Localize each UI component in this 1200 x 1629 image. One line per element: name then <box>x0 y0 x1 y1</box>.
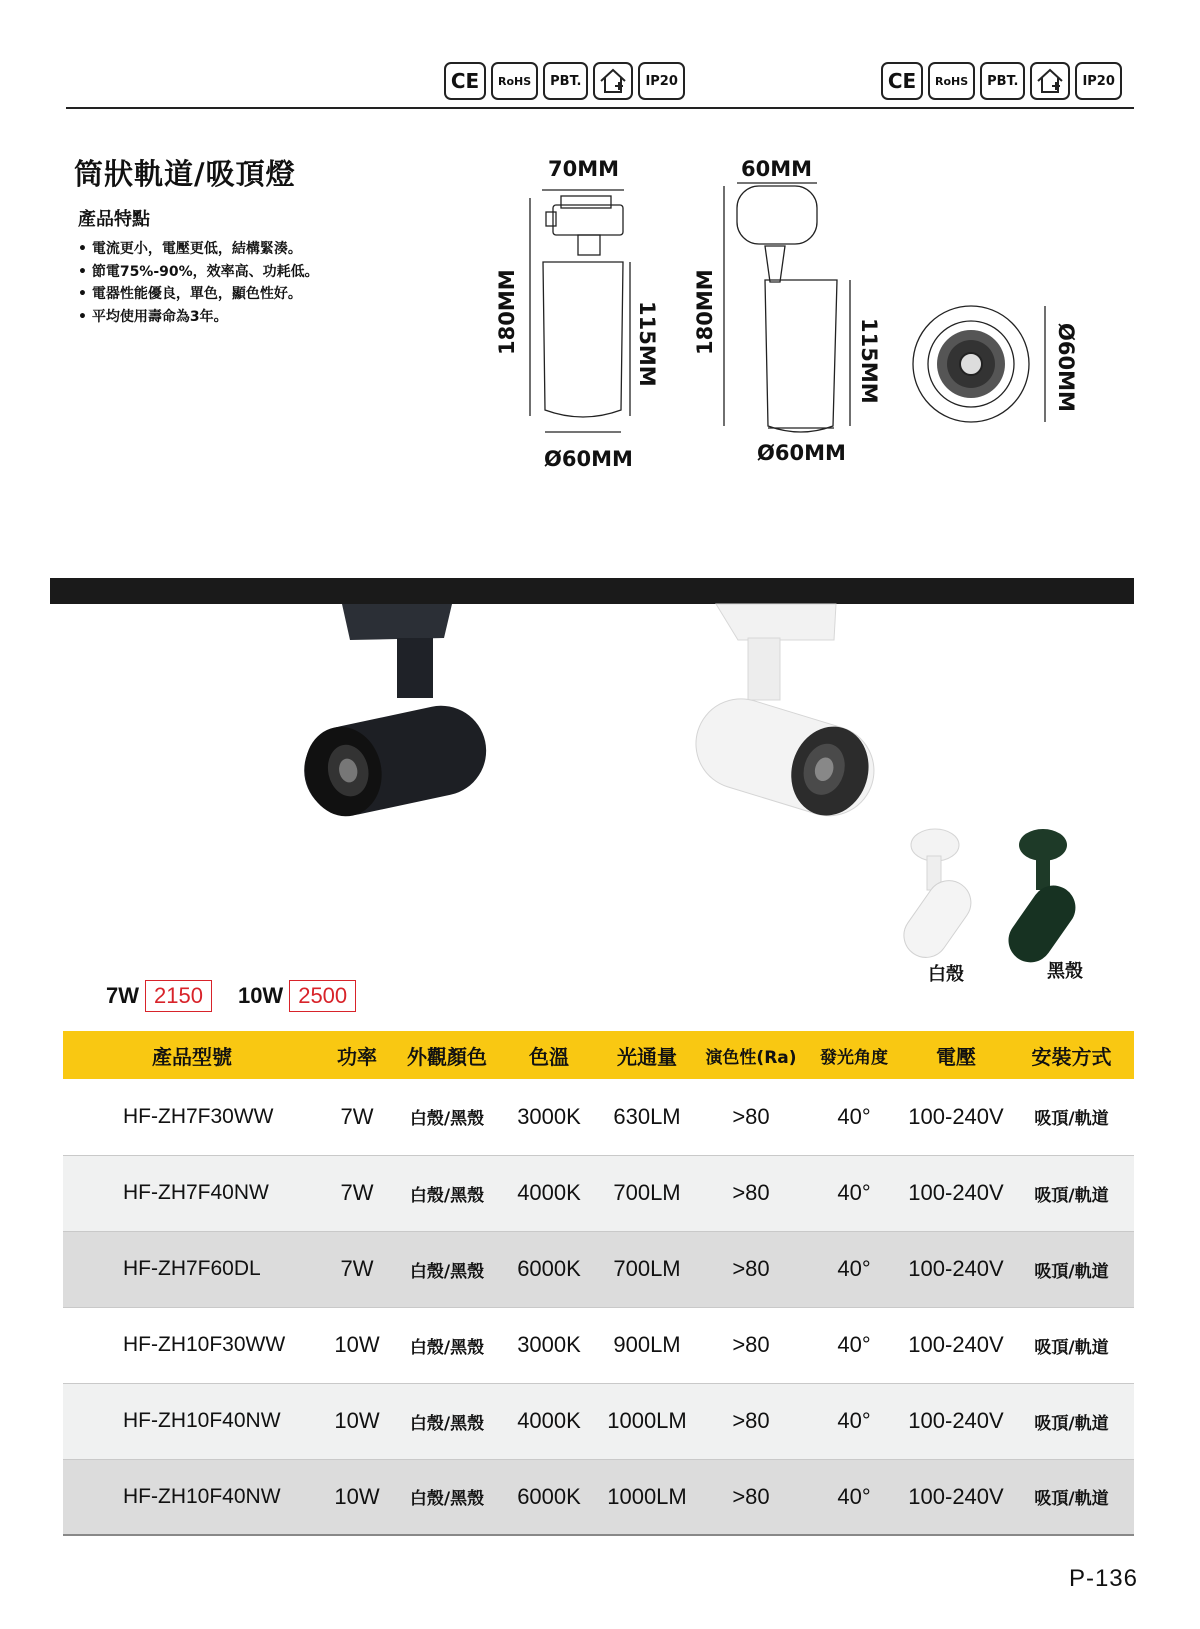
track-rail <box>50 578 1134 604</box>
cell-beam-angle: 40° <box>805 1155 903 1231</box>
cell-voltage: 100-240V <box>903 1459 1009 1535</box>
ce-mark: CE <box>444 62 486 100</box>
cell-cct: 3000K <box>501 1079 597 1155</box>
col-cri: 演色性(Ra) <box>697 1031 805 1079</box>
col-power: 功率 <box>321 1031 393 1079</box>
cell-cri: >80 <box>697 1383 805 1459</box>
wattage-label: 10W <box>237 983 284 1008</box>
cell-cri: >80 <box>697 1307 805 1383</box>
pbt-mark: PBT. <box>980 62 1025 100</box>
feature-item: • 節電75%-90%，效率高、功耗低。 <box>78 261 319 284</box>
indoor-use-icon <box>593 62 633 100</box>
cell-beam-angle: 40° <box>805 1383 903 1459</box>
table-header-row <box>63 1031 1134 1079</box>
cell-model: HF-ZH7F40NW <box>63 1155 321 1231</box>
cell-model: HF-ZH10F40NW <box>63 1383 321 1459</box>
dim-ceiling-width: 60MM <box>741 157 813 181</box>
dim-track-height: 180MM <box>495 269 519 355</box>
feature-item: • 平均使用壽命為3年。 <box>78 306 319 329</box>
table-row <box>63 1155 1134 1231</box>
cell-lumen: 700LM <box>597 1155 697 1231</box>
dim-ceiling-body: 115MM <box>857 318 881 404</box>
reflector-honeycomb <box>937 330 1005 398</box>
cell-model: HF-ZH7F30WW <box>63 1079 321 1155</box>
black-track-light <box>296 604 495 824</box>
track-neck <box>578 235 600 255</box>
ip20-mark: IP20 <box>1075 62 1121 100</box>
cell-install: 吸頂/軌道 <box>1009 1383 1134 1459</box>
cell-power: 7W <box>321 1231 393 1307</box>
wattage-value-box: 2500 <box>289 980 356 1012</box>
cell-color: 白殼/黑殼 <box>393 1307 501 1383</box>
cell-power: 7W <box>321 1155 393 1231</box>
product-photo <box>0 575 1200 985</box>
cert-badges-left <box>444 62 685 100</box>
cell-cri: >80 <box>697 1459 805 1535</box>
rohs-mark: RoHS <box>491 62 538 100</box>
product-title: 筒狀軌道/吸頂燈 <box>74 157 296 191</box>
col-cct: 色溫 <box>501 1031 597 1079</box>
feature-item: • 電器性能優良，單色，顯色性好。 <box>78 283 319 306</box>
track-adapter-clip <box>546 212 556 226</box>
cell-install: 吸頂/軌道 <box>1009 1079 1134 1155</box>
cell-beam-angle: 40° <box>805 1231 903 1307</box>
cell-install: 吸頂/軌道 <box>1009 1307 1134 1383</box>
cell-color: 白殼/黑殼 <box>393 1231 501 1307</box>
cell-voltage: 100-240V <box>903 1155 1009 1231</box>
dim-ceiling-diameter: Ø60MM <box>757 441 846 465</box>
cell-power: 10W <box>321 1383 393 1459</box>
header-rule <box>66 107 1134 109</box>
table-row <box>63 1307 1134 1383</box>
white-track-light <box>685 604 885 827</box>
cell-color: 白殼/黑殼 <box>393 1155 501 1231</box>
cell-beam-angle: 40° <box>805 1307 903 1383</box>
cell-power: 10W <box>321 1459 393 1535</box>
cell-color: 白殼/黑殼 <box>393 1079 501 1155</box>
cell-cct: 4000K <box>501 1155 597 1231</box>
cell-install: 吸頂/軌道 <box>1009 1459 1134 1535</box>
table-row <box>63 1459 1134 1535</box>
features-heading: 產品特點 <box>78 209 150 230</box>
led-chip <box>960 353 982 375</box>
cell-cct: 4000K <box>501 1383 597 1459</box>
ip20-mark: IP20 <box>638 62 684 100</box>
cell-cri: >80 <box>697 1079 805 1155</box>
track-adapter-outline <box>553 205 623 235</box>
page-number: P-136 <box>1068 1565 1138 1592</box>
table-row <box>63 1383 1134 1459</box>
track-adapter-top <box>561 196 611 208</box>
track-body-outline <box>543 262 623 417</box>
cert-badges-right <box>881 62 1122 100</box>
white-shell-label: 白殼 <box>928 964 964 985</box>
cell-model: HF-ZH10F30WW <box>63 1307 321 1383</box>
cell-cri: >80 <box>697 1231 805 1307</box>
cell-cct: 6000K <box>501 1459 597 1535</box>
dim-front-diameter: Ø60MM <box>1054 323 1078 412</box>
cell-voltage: 100-240V <box>903 1383 1009 1459</box>
cell-cri: >80 <box>697 1155 805 1231</box>
dim-track-width: 70MM <box>548 157 620 181</box>
cell-model: HF-ZH7F60DL <box>63 1231 321 1307</box>
cell-voltage: 100-240V <box>903 1307 1009 1383</box>
cell-voltage: 100-240V <box>903 1231 1009 1307</box>
dim-track-body: 115MM <box>635 301 659 387</box>
cell-cct: 3000K <box>501 1307 597 1383</box>
pbt-mark: PBT. <box>543 62 588 100</box>
col-voltage: 電壓 <box>903 1031 1009 1079</box>
cell-lumen: 900LM <box>597 1307 697 1383</box>
wattage-value-box: 2150 <box>145 980 212 1012</box>
cell-install: 吸頂/軌道 <box>1009 1231 1134 1307</box>
feature-item: • 電流更小，電壓更低，結構緊湊。 <box>78 238 319 261</box>
rohs-mark: RoHS <box>928 62 975 100</box>
cell-beam-angle: 40° <box>805 1079 903 1155</box>
cell-lumen: 630LM <box>597 1079 697 1155</box>
cell-lumen: 1000LM <box>597 1383 697 1459</box>
ce-mark: CE <box>881 62 923 100</box>
black-shell-label: 黑殼 <box>1047 961 1083 982</box>
cell-voltage: 100-240V <box>903 1079 1009 1155</box>
cell-install: 吸頂/軌道 <box>1009 1155 1134 1231</box>
cell-model: HF-ZH10F40NW <box>63 1459 321 1535</box>
cell-beam-angle: 40° <box>805 1459 903 1535</box>
cell-color: 白殼/黑殼 <box>393 1459 501 1535</box>
cell-lumen: 700LM <box>597 1231 697 1307</box>
cell-lumen: 1000LM <box>597 1459 697 1535</box>
table-row <box>63 1231 1134 1307</box>
col-lumen: 光通量 <box>597 1031 697 1079</box>
black-ceiling-light <box>1000 829 1084 971</box>
cell-power: 7W <box>321 1079 393 1155</box>
front-view-outline <box>913 306 1029 422</box>
col-beam-angle: 發光角度 <box>805 1031 903 1079</box>
dim-track-diameter: Ø60MM <box>544 447 633 471</box>
white-ceiling-light <box>895 829 979 966</box>
table-row <box>63 1079 1134 1155</box>
feature-list <box>78 238 319 328</box>
wattage-label: 7W <box>106 983 139 1008</box>
dim-ceiling-height: 180MM <box>693 269 717 355</box>
ceiling-stem-outline <box>765 246 785 282</box>
indoor-use-icon <box>1030 62 1070 100</box>
spec-table <box>63 1031 1134 1536</box>
cell-power: 10W <box>321 1307 393 1383</box>
cell-cct: 6000K <box>501 1231 597 1307</box>
col-model: 產品型號 <box>63 1031 321 1079</box>
col-install: 安裝方式 <box>1009 1031 1134 1079</box>
cell-color: 白殼/黑殼 <box>393 1383 501 1459</box>
ceiling-base-outline <box>737 186 817 244</box>
wattage-options <box>106 980 382 1012</box>
ceiling-body-outline <box>765 280 837 432</box>
col-color: 外觀顏色 <box>393 1031 501 1079</box>
